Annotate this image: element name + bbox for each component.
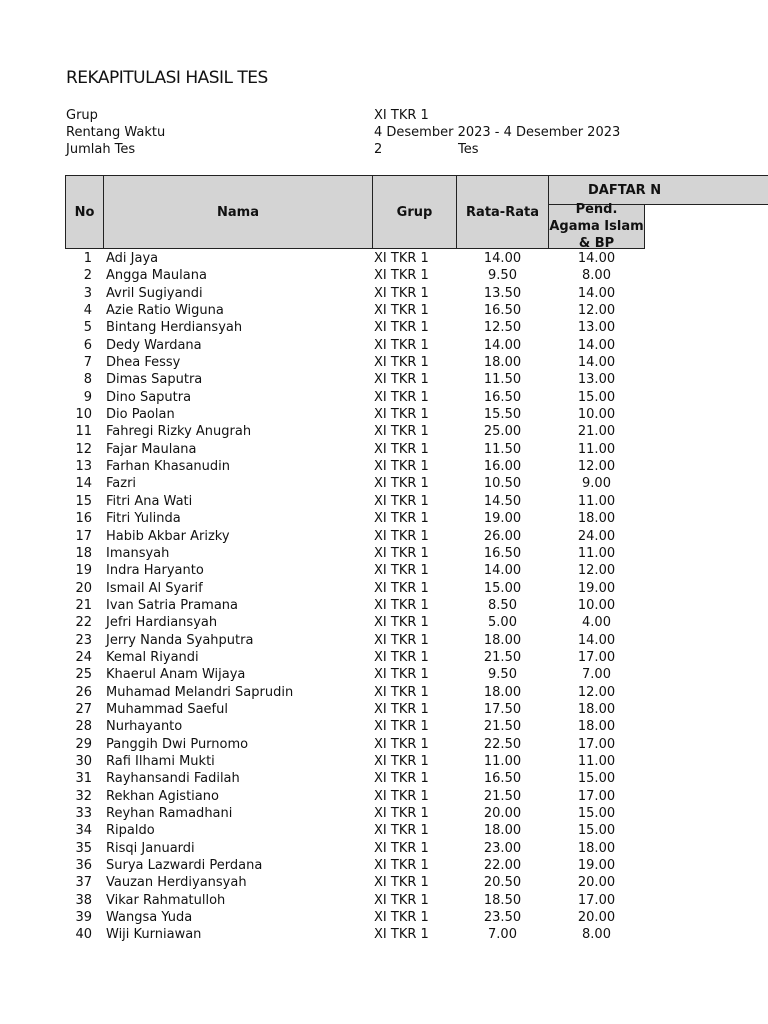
- row-nama: Nurhayanto: [106, 719, 183, 735]
- row-nama: Muhamad Melandri Saprudin: [106, 684, 294, 700]
- row-grup: XI TKR 1: [374, 441, 429, 457]
- row-pend-agama: 13.00: [577, 372, 616, 388]
- row-rata-rata: 18.50: [483, 892, 522, 908]
- row-rata-rata: 14.00: [483, 337, 522, 353]
- row-grup: XI TKR 1: [374, 320, 429, 336]
- table-row: [0, 770, 768, 787]
- row-nama: Fahregi Rizky Anugrah: [106, 424, 252, 440]
- table-row: [0, 371, 768, 388]
- row-rata-rata: 7.00: [488, 927, 517, 943]
- row-nama: Risqi Januardi: [106, 840, 195, 856]
- table-row: [0, 406, 768, 423]
- header-grup: Grup: [372, 175, 457, 249]
- row-pend-agama: 21.00: [577, 424, 616, 440]
- row-rata-rata: 9.50: [488, 667, 517, 683]
- table-row: [0, 632, 768, 649]
- row-rata-rata: 14.00: [483, 251, 522, 266]
- row-no: 8: [83, 372, 92, 388]
- row-no: 31: [75, 771, 92, 787]
- row-no: 30: [75, 753, 92, 769]
- row-no: 13: [75, 459, 92, 475]
- table-row: [0, 510, 768, 527]
- row-nama: Vauzan Herdiyansyah: [106, 875, 247, 891]
- row-no: 19: [75, 563, 92, 579]
- row-no: 25: [75, 667, 92, 683]
- row-nama: Vikar Rahmatulloh: [106, 892, 226, 908]
- row-grup: XI TKR 1: [374, 736, 429, 752]
- row-pend-agama: 14.00: [577, 355, 616, 371]
- row-pend-agama: 17.00: [577, 892, 616, 908]
- row-grup: XI TKR 1: [374, 927, 429, 943]
- row-pend-agama: 17.00: [577, 736, 616, 752]
- row-grup: XI TKR 1: [374, 476, 429, 492]
- row-no: 29: [75, 736, 92, 752]
- row-nama: Ivan Satria Pramana: [106, 597, 238, 613]
- table-row: [0, 805, 768, 822]
- row-pend-agama: 20.00: [577, 910, 616, 926]
- row-grup: XI TKR 1: [374, 372, 429, 388]
- table-row: [0, 753, 768, 770]
- table-row: [0, 528, 768, 545]
- row-pend-agama: 8.00: [582, 268, 611, 284]
- row-rata-rata: 11.50: [483, 441, 522, 457]
- row-rata-rata: 17.50: [483, 701, 522, 717]
- row-nama: Rafi Ilhami Mukti: [106, 753, 215, 769]
- row-grup: XI TKR 1: [374, 632, 429, 648]
- row-no: 10: [75, 407, 92, 423]
- table-row: [0, 302, 768, 319]
- row-grup: XI TKR 1: [374, 753, 429, 769]
- row-nama: Fazri: [106, 476, 137, 492]
- table-row: [0, 874, 768, 891]
- row-pend-agama: 11.00: [577, 441, 616, 457]
- row-nama: Rayhansandi Fadilah: [106, 771, 240, 787]
- row-grup: XI TKR 1: [374, 389, 429, 405]
- row-no: 21: [75, 597, 92, 613]
- table-row: [0, 614, 768, 631]
- table-row: [0, 788, 768, 805]
- row-grup: XI TKR 1: [374, 667, 429, 683]
- row-grup: XI TKR 1: [374, 563, 429, 579]
- row-rata-rata: 13.50: [483, 285, 522, 301]
- row-nama: Kemal Riyandi: [106, 649, 199, 665]
- row-no: 7: [83, 355, 92, 371]
- row-grup: XI TKR 1: [374, 251, 429, 266]
- table-header: [65, 175, 768, 249]
- info-jumlah-unit: Tes: [458, 142, 479, 157]
- row-nama: Dedy Wardana: [106, 337, 202, 353]
- row-pend-agama: 10.00: [577, 407, 616, 423]
- row-nama: Dio Paolan: [106, 407, 175, 423]
- table-row: [0, 285, 768, 302]
- row-grup: XI TKR 1: [374, 806, 429, 821]
- row-nama: Imansyah: [106, 545, 170, 561]
- row-rata-rata: 16.00: [483, 459, 522, 475]
- row-grup: XI TKR 1: [374, 528, 429, 544]
- row-pend-agama: 4.00: [582, 615, 611, 631]
- row-rata-rata: 15.00: [483, 580, 522, 596]
- info-grup-value: XI TKR 1: [374, 108, 429, 123]
- row-grup: XI TKR 1: [374, 858, 429, 874]
- row-rata-rata: 9.50: [488, 268, 517, 284]
- info-grup-label: Grup: [66, 108, 98, 123]
- table-row: [0, 250, 768, 267]
- table-row: [0, 441, 768, 458]
- table-row: [0, 267, 768, 284]
- table-row: [0, 319, 768, 336]
- row-pend-agama: 11.00: [577, 545, 616, 561]
- row-grup: XI TKR 1: [374, 823, 429, 839]
- table-body: [0, 250, 768, 944]
- header-nama: Nama: [103, 175, 373, 249]
- table-row: [0, 822, 768, 839]
- row-grup: XI TKR 1: [374, 892, 429, 908]
- row-nama: Ripaldo: [106, 823, 155, 839]
- row-pend-agama: 15.00: [577, 823, 616, 839]
- row-rata-rata: 8.50: [488, 597, 517, 613]
- row-grup: XI TKR 1: [374, 355, 429, 371]
- row-pend-agama: 7.00: [582, 667, 611, 683]
- row-rata-rata: 22.00: [483, 858, 522, 874]
- row-grup: XI TKR 1: [374, 285, 429, 301]
- row-nama: Farhan Khasanudin: [106, 459, 230, 475]
- row-nama: Dino Saputra: [106, 389, 192, 405]
- row-grup: XI TKR 1: [374, 875, 429, 891]
- row-nama: Habib Akbar Arizky: [106, 528, 230, 544]
- row-grup: XI TKR 1: [374, 597, 429, 613]
- row-no: 11: [75, 424, 92, 440]
- row-pend-agama: 15.00: [577, 389, 616, 405]
- row-no: 28: [75, 719, 92, 735]
- row-grup: XI TKR 1: [374, 580, 429, 596]
- row-rata-rata: 5.00: [488, 615, 517, 631]
- row-grup: XI TKR 1: [374, 684, 429, 700]
- row-rata-rata: 14.00: [483, 563, 522, 579]
- row-nama: Reyhan Ramadhani: [106, 806, 233, 821]
- row-grup: XI TKR 1: [374, 459, 429, 475]
- row-pend-agama: 14.00: [577, 285, 616, 301]
- row-no: 17: [75, 528, 92, 544]
- row-no: 3: [83, 285, 92, 301]
- row-no: 39: [75, 910, 92, 926]
- row-no: 4: [83, 303, 92, 319]
- row-grup: XI TKR 1: [374, 493, 429, 509]
- row-nama: Bintang Herdiansyah: [106, 320, 243, 336]
- row-no: 40: [75, 927, 92, 943]
- row-grup: XI TKR 1: [374, 788, 429, 804]
- table-row: [0, 493, 768, 510]
- row-rata-rata: 25.00: [483, 424, 522, 440]
- row-pend-agama: 19.00: [577, 580, 616, 596]
- row-rata-rata: 19.00: [483, 511, 522, 527]
- row-grup: XI TKR 1: [374, 424, 429, 440]
- table-row: [0, 475, 768, 492]
- row-rata-rata: 16.50: [483, 771, 522, 787]
- row-grup: XI TKR 1: [374, 719, 429, 735]
- row-no: 37: [75, 875, 92, 891]
- row-rata-rata: 21.50: [483, 649, 522, 665]
- table-row: [0, 684, 768, 701]
- row-no: 2: [83, 268, 92, 284]
- info-jumlah-value: 2: [374, 142, 383, 157]
- row-grup: XI TKR 1: [374, 615, 429, 631]
- row-pend-agama: 18.00: [577, 719, 616, 735]
- table-row: [0, 840, 768, 857]
- row-pend-agama: 18.00: [577, 511, 616, 527]
- row-nama: Jefri Hardiansyah: [106, 615, 218, 631]
- row-no: 26: [75, 684, 92, 700]
- row-no: 6: [83, 337, 92, 353]
- row-grup: XI TKR 1: [374, 840, 429, 856]
- row-grup: XI TKR 1: [374, 268, 429, 284]
- row-pend-agama: 11.00: [577, 753, 616, 769]
- table-row: [0, 909, 768, 926]
- row-rata-rata: 16.50: [483, 545, 522, 561]
- table-row: [0, 354, 768, 371]
- row-nama: Fajar Maulana: [106, 441, 197, 457]
- table-row: [0, 736, 768, 753]
- row-pend-agama: 17.00: [577, 788, 616, 804]
- info-jumlah-label: Jumlah Tes: [66, 142, 136, 157]
- row-nama: Azie Ratio Wiguna: [106, 303, 224, 319]
- row-pend-agama: 8.00: [582, 927, 611, 943]
- row-pend-agama: 13.00: [577, 320, 616, 336]
- row-nama: Panggih Dwi Purnomo: [106, 736, 249, 752]
- row-pend-agama: 12.00: [577, 459, 616, 475]
- row-no: 1: [83, 251, 92, 266]
- page-title: REKAPITULASI HASIL TES: [66, 68, 268, 88]
- row-pend-agama: 20.00: [577, 875, 616, 891]
- row-grup: XI TKR 1: [374, 910, 429, 926]
- row-grup: XI TKR 1: [374, 649, 429, 665]
- table-row: [0, 857, 768, 874]
- row-rata-rata: 21.50: [483, 719, 522, 735]
- row-no: 18: [75, 545, 92, 561]
- row-rata-rata: 21.50: [483, 788, 522, 804]
- row-nama: Khaerul Anam Wijaya: [106, 667, 246, 683]
- row-no: 34: [75, 823, 92, 839]
- row-grup: XI TKR 1: [374, 771, 429, 787]
- row-pend-agama: 18.00: [577, 840, 616, 856]
- row-pend-agama: 24.00: [577, 528, 616, 544]
- row-rata-rata: 15.50: [483, 407, 522, 423]
- row-rata-rata: 18.00: [483, 632, 522, 648]
- row-rata-rata: 11.00: [483, 753, 522, 769]
- row-rata-rata: 23.50: [483, 910, 522, 926]
- table-row: [0, 892, 768, 909]
- row-no: 27: [75, 701, 92, 717]
- row-nama: Wangsa Yuda: [106, 910, 193, 926]
- row-pend-agama: 12.00: [577, 563, 616, 579]
- row-no: 38: [75, 892, 92, 908]
- row-no: 5: [83, 320, 92, 336]
- table-row: [0, 545, 768, 562]
- row-no: 20: [75, 580, 92, 596]
- row-pend-agama: 10.00: [577, 597, 616, 613]
- row-rata-rata: 16.50: [483, 303, 522, 319]
- row-grup: XI TKR 1: [374, 337, 429, 353]
- row-rata-rata: 20.00: [483, 806, 522, 821]
- table-row: [0, 718, 768, 735]
- row-nama: Jerry Nanda Syahputra: [106, 632, 254, 648]
- row-rata-rata: 22.50: [483, 736, 522, 752]
- row-nama: Fitri Ana Wati: [106, 493, 193, 509]
- table-row: [0, 389, 768, 406]
- header-no: No: [65, 175, 104, 249]
- row-no: 12: [75, 441, 92, 457]
- row-pend-agama: 14.00: [577, 251, 616, 266]
- row-rata-rata: 18.00: [483, 684, 522, 700]
- row-grup: XI TKR 1: [374, 407, 429, 423]
- row-nama: Fitri Yulinda: [106, 511, 181, 527]
- row-pend-agama: 12.00: [577, 684, 616, 700]
- row-no: 15: [75, 493, 92, 509]
- row-pend-agama: 15.00: [577, 771, 616, 787]
- row-no: 32: [75, 788, 92, 804]
- row-rata-rata: 14.50: [483, 493, 522, 509]
- table-row: [0, 337, 768, 354]
- header-pend-agama: Pend. Agama Islam & BP: [549, 202, 644, 251]
- table-row: [0, 649, 768, 666]
- row-pend-agama: 15.00: [577, 806, 616, 821]
- row-pend-agama: 12.00: [577, 303, 616, 319]
- row-no: 16: [75, 511, 92, 527]
- row-grup: XI TKR 1: [374, 545, 429, 561]
- row-no: 14: [75, 476, 92, 492]
- row-no: 35: [75, 840, 92, 856]
- row-nama: Dhea Fessy: [106, 355, 181, 371]
- row-rata-rata: 20.50: [483, 875, 522, 891]
- table-row: [0, 666, 768, 683]
- row-no: 33: [75, 806, 92, 821]
- row-pend-agama: 11.00: [577, 493, 616, 509]
- row-nama: Rekhan Agistiano: [106, 788, 219, 804]
- row-grup: XI TKR 1: [374, 511, 429, 527]
- row-pend-agama: 14.00: [577, 632, 616, 648]
- row-nama: Avril Sugiyandi: [106, 285, 203, 301]
- info-rentang-value: 4 Desember 2023 - 4 Desember 2023: [374, 125, 621, 140]
- row-no: 36: [75, 858, 92, 874]
- row-rata-rata: 12.50: [483, 320, 522, 336]
- header-daftar-nilai: DAFTAR N: [548, 175, 768, 205]
- row-nama: Surya Lazwardi Perdana: [106, 858, 263, 874]
- table-row: [0, 580, 768, 597]
- row-no: 22: [75, 615, 92, 631]
- table-row: [0, 458, 768, 475]
- table-row: [0, 926, 768, 943]
- row-pend-agama: 18.00: [577, 701, 616, 717]
- row-no: 24: [75, 649, 92, 665]
- table-row: [0, 597, 768, 614]
- row-grup: XI TKR 1: [374, 303, 429, 319]
- header-rata-rata: Rata-Rata: [456, 175, 549, 249]
- row-nama: Wiji Kurniawan: [106, 927, 202, 943]
- row-nama: Angga Maulana: [106, 268, 207, 284]
- row-grup: XI TKR 1: [374, 701, 429, 717]
- row-rata-rata: 18.00: [483, 355, 522, 371]
- row-nama: Adi Jaya: [106, 251, 159, 266]
- row-pend-agama: 14.00: [577, 337, 616, 353]
- table-row: [0, 562, 768, 579]
- row-pend-agama: 19.00: [577, 858, 616, 874]
- table-row: [0, 423, 768, 440]
- row-rata-rata: 18.00: [483, 823, 522, 839]
- row-nama: Indra Haryanto: [106, 563, 204, 579]
- row-nama: Ismail Al Syarif: [106, 580, 203, 596]
- row-rata-rata: 16.50: [483, 389, 522, 405]
- row-rata-rata: 23.00: [483, 840, 522, 856]
- row-no: 23: [75, 632, 92, 648]
- row-nama: Muhammad Saeful: [106, 701, 228, 717]
- row-rata-rata: 26.00: [483, 528, 522, 544]
- info-rentang-label: Rentang Waktu: [66, 125, 166, 140]
- row-nama: Dimas Saputra: [106, 372, 203, 388]
- row-no: 9: [83, 389, 92, 405]
- row-rata-rata: 10.50: [483, 476, 522, 492]
- row-pend-agama: 9.00: [582, 476, 611, 492]
- row-pend-agama: 17.00: [577, 649, 616, 665]
- table-row: [0, 701, 768, 718]
- row-rata-rata: 11.50: [483, 372, 522, 388]
